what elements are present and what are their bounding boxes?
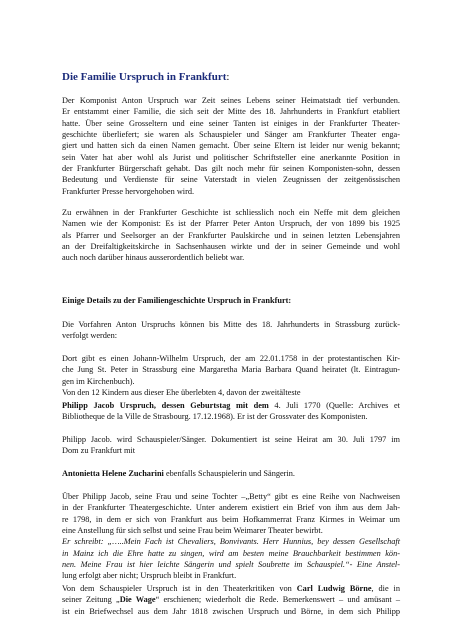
- text-line: Dort gibt es einen Johann-Wilhelm Urspruch, der am 22.01.1758 in der protestantischen Kir-: [62, 354, 400, 363]
- text-line: ist ein Briefwechsel aus dem Jahr 1818 zwischen Urspruch und Börne, in dem sich Philipp: [62, 606, 400, 616]
- paragraph-marriage: [62, 434, 400, 457]
- text-line: [62, 468, 400, 479]
- paragraph-antonietta: [62, 468, 400, 479]
- bold-title: Die Wage: [119, 595, 156, 605]
- text-line: an der Dreifaltigkeitskirche in Sachsenhausen wirkte und der in seiner Gemeinde und wohl: [62, 242, 400, 252]
- text-line: Über Philipp Jacob, seine Frau und seine Tochter –„Betty“ gibt es eine Reihe von Nachweisen: [62, 492, 400, 501]
- text-line: Philipp Jacob. wird Schauspieler/Sänger. Dokumentiert ist seine Heirat am 30. Juli 1797 im: [62, 435, 400, 444]
- section-heading: Einige Details zu der Familiengeschichte Urspruch in Frankfurt:: [62, 296, 292, 305]
- text-fragment: ebenfalls Schauspielerin und Sängerin.: [163, 469, 295, 478]
- text-fragment: , die in: [371, 584, 401, 593]
- bold-name: Carl Ludwig Börne: [296, 584, 372, 593]
- bold-name: Antonietta Helene Zucharini: [62, 469, 164, 478]
- text-line: Bedeutung und Verdienste für seine Vaterstadt in vielen Zeugnissen der zeitgenössischen: [62, 175, 400, 185]
- text-line: Er schreibt: „…..Mein Fach ist Chevaliers, Bonvivants. Herr Hunnius, bey dessen Gesellschaft: [62, 537, 400, 547]
- text-fragment: 4. Juli 1770 (Quelle: Archives et: [268, 401, 400, 410]
- text-line: Bibliotheque de la Ville de Strasbourg. 17.12.1968). Er ist der Grossvater des Komponisten.: [62, 412, 368, 422]
- text-line: der Frankfurter Bürgerschaft gehabt. Das gilt noch mehr für seinen Komponisten-sohn, dessen: [62, 164, 400, 174]
- paragraph-intro: [62, 95, 400, 197]
- text-line: sein Vater hat aber wohl als Jurist und politischer Schriftsteller eine anerkannte Position in: [62, 152, 400, 162]
- text-line: nen. Meine Frau ist hier leichte Sängerin und spielt Soubrette im Schauspiel.“- Eine Anstel-: [62, 560, 400, 570]
- text-line: [62, 594, 400, 605]
- text-line: hatte. Über seine Grosseltern und eine seiner Tanten ist einiges in der Frankfurter Theater-: [62, 118, 400, 128]
- text-line: gen im Kirchenbuch).: [62, 376, 135, 386]
- text-line: giert und hatten sich da einen Namen gemacht. Über seine Eltern ist leider nur wenig bekannt;: [62, 141, 400, 151]
- text-line: verfolgt werden:: [62, 331, 118, 341]
- text-line: Die Vorfahren Anton Urspruchs können bis Mitte des 18. Jahrhunderts in Strassburg zurück-: [62, 320, 400, 329]
- bold-name: Philipp Jacob Urspruch, dessen Geburtstag mit dem: [62, 401, 269, 410]
- text-line: Dom zu Frankfurt mit: [62, 446, 136, 456]
- paragraph-johann-wilhelm: [62, 353, 400, 398]
- paragraph-boerne: [62, 583, 400, 617]
- text-line: Er entstammt einer Familie, die sich seit der Mitte des 18. Jahrhunderts in Frankfurt etabliert: [62, 107, 400, 117]
- text-line: [62, 583, 400, 594]
- text-line: che Jung St. Peter in Strassburg eine Margaretha Maria Barbara Quand heiratet (lt. Eintragun-: [62, 365, 400, 375]
- text-line: in der Frankfurter Theatergeschichte. Unter anderem existiert ein Brief von ihm aus dem Jah-: [62, 503, 400, 513]
- page-title: [62, 71, 229, 83]
- paragraph-ancestors: [62, 319, 400, 342]
- paragraph-philipp-jacob: [62, 400, 400, 423]
- paragraph-nephew: [62, 207, 400, 264]
- text-line: Zu erwähnen in der Frankfurter Geschichte ist schliesslich noch ein Neffe mit dem gleichen: [62, 208, 400, 217]
- text-line: Von den 12 Kindern aus dieser Ehe überlebten 4, davon der zweitälteste: [62, 388, 301, 398]
- text-line: auch noch darüber hinaus ausserordentlich beliebt war.: [62, 253, 245, 263]
- text-fragment: Von dem Schauspieler Urspruch ist in den Theaterkritiken von: [62, 584, 297, 593]
- text-line: eine Anstellung für sich selbst und seine Frau beim Weimarer Theater bewirbt.: [62, 526, 323, 536]
- text-line: lung erfolgt aber nicht; Urspruch bleibt in Frankfurt.: [62, 571, 237, 581]
- text-line: Namen wie der Komponist: Es ist der Pfarrer Peter Anton Urspruch, der von 1899 bis 1925: [62, 219, 400, 229]
- text-fragment: “ erschienen; wiederholt die Rede. Bemerkenswert – und amüsant –: [155, 595, 401, 605]
- paragraph-letter: [62, 491, 400, 582]
- text-line: re 1798, in dem er sich von Frankfurt aus beim Hofkammerrat Franz Kirmes in Weimar um: [62, 514, 400, 524]
- text-fragment: seiner Zeitung „: [62, 595, 120, 605]
- text-line: geschichte überliefert; sie waren als Schauspieler und Sänger am Frankfurter Theater enga-: [62, 130, 400, 140]
- text-line: Frankfurter Presse hervorgehoben wird.: [62, 186, 195, 196]
- text-line: Der Komponist Anton Urspruch war Zeit seines Lebens seiner Heimatstadt tief verbunden.: [62, 96, 400, 105]
- title-colon: :: [226, 71, 230, 83]
- text-line: in Mainz ich die Ehre hatte zu singen, wird am besten meine Brauchbarkeit bestimmen kön-: [62, 548, 400, 558]
- title-text: Die Familie Urspruch in Frankfurt: [62, 71, 227, 83]
- text-line: [62, 400, 400, 411]
- text-line: als Pfarrer und Seelsorger an der Frankfurter Paulskirche und in seinen letzten Lebensjahren: [62, 230, 400, 240]
